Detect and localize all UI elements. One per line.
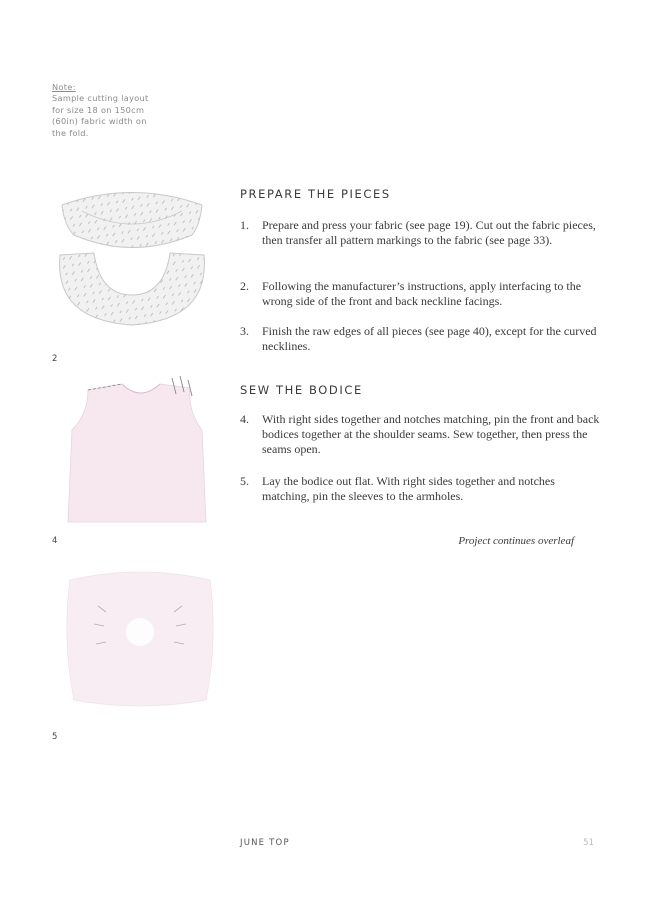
step-item bbox=[240, 474, 600, 504]
step-text: Lay the bodice out flat. With right sides together and notches matching, pin the sleeves to the armholes. bbox=[262, 474, 555, 504]
step-text: Following the manufacturer’s instructions, apply interfacing to the wrong side of the front and back neckline facings. bbox=[262, 279, 582, 309]
step-text: With right sides together and notches matching, pin the front and back bodices together at the shoulder seams. Sew together, then press the seams open. bbox=[262, 412, 600, 457]
figure-number: 2 bbox=[52, 354, 58, 364]
section-heading-prepare: PREPARE THE PIECES bbox=[240, 187, 391, 201]
step-number: 4. bbox=[240, 412, 249, 426]
step-number: 3. bbox=[240, 324, 249, 338]
footer-title: JUNE TOP bbox=[240, 838, 290, 848]
step-number: 5. bbox=[240, 474, 249, 488]
step-item bbox=[240, 279, 600, 309]
step-number: 1. bbox=[240, 218, 249, 232]
bodice-piece bbox=[68, 384, 206, 522]
figure-2-facings bbox=[52, 185, 224, 343]
section-heading-sew-bodice: SEW THE BODICE bbox=[240, 383, 363, 397]
page-number: 51 bbox=[583, 838, 594, 848]
step-item bbox=[240, 412, 600, 458]
cutting-layout-note bbox=[52, 82, 162, 139]
note-body: Sample cutting layout for size 18 on 150cm (60in) fabric width on the fold. bbox=[52, 93, 149, 138]
step-text: Finish the raw edges of all pieces (see page 40), except for the curved necklines. bbox=[262, 324, 597, 354]
step-text: Prepare and press your fabric (see page 19). Cut out the fabric pieces, then transfer all pattern markings to the fabric (see page 33). bbox=[262, 218, 596, 248]
figure-5-sleeves bbox=[60, 560, 220, 720]
step-number: 2. bbox=[240, 279, 249, 293]
step-item bbox=[240, 218, 600, 248]
step-item bbox=[240, 324, 600, 354]
note-title: Note: bbox=[52, 82, 76, 92]
figure-number: 5 bbox=[52, 732, 58, 742]
continue-note: Project continues overleaf bbox=[458, 535, 574, 547]
figure-4-bodice bbox=[60, 372, 225, 532]
figure-number: 4 bbox=[52, 536, 58, 546]
